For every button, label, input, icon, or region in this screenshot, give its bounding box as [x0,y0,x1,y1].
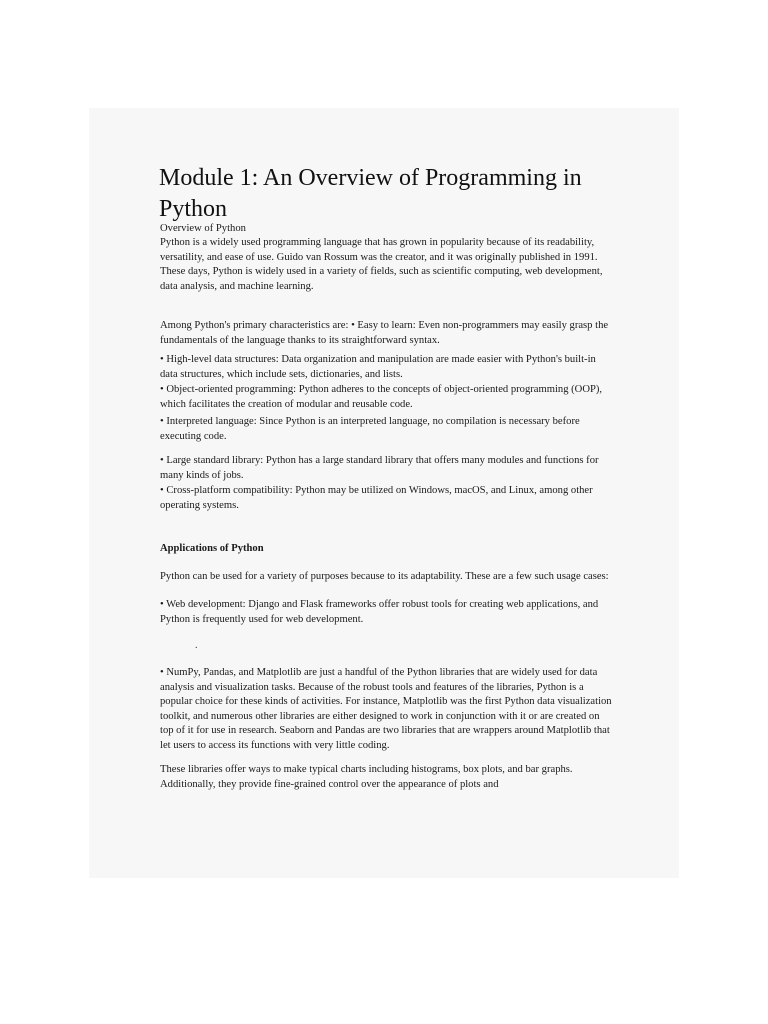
bullet-web-development: • Web development: Django and Flask frameworks offer robust tools for creating web applications, and Python is frequently used for web development. [160,599,599,625]
libraries-paragraph: These libraries offer ways to make typical charts including histograms, box plots, and bar graphs. Additionally, they provide fine-grained control over the appearance of plots and [160,764,573,790]
characteristics-paragraph: Among Python's primary characteristics are: • Easy to learn: Even non-programmers may easily grasp the fundamentals of the language thanks to its straightforward syntax. [160,320,609,346]
bullet-cross-platform: • Cross-platform compatibility: Python may be utilized on Windows, macOS, and Linux, among other operating systems. [160,485,593,511]
bullet-object-oriented-programming: • Object-oriented programming: Python adheres to the concepts of object-oriented programming (OOP), which facilitates the creation of modular and reusable code. [160,384,603,410]
applications-intro: Python can be used for a variety of purposes because to its adaptability. These are a few such usage cases: [160,571,609,582]
applications-heading: Applications of Python [160,543,264,554]
bullet-high-level-data-structures: • High-level data structures: Data organization and manipulation are made easier with Python's built-in data structures, which include sets, dictionaries, and lists. [160,354,596,380]
section-subtitle: Overview of Python [160,223,246,234]
bullet-interpreted-language: • Interpreted language: Since Python is an interpreted language, no compilation is necessary before executing code. [160,416,580,442]
module-title: Module 1: An Overview of Programming in Python [159,165,582,222]
bullet-standard-library: • Large standard library: Python has a large standard library that offers many modules and functions for many kinds of jobs. [160,455,599,481]
intro-paragraph: Python is a widely used programming language that has grown in popularity because of its readability, versatility, and ease of use. Guido van Rossum was the creator, and it was originally published in 1991. These days, Python is widely used in a variety of fields, such as scientific computing, web development, data analysis, and machine learning. [160,237,603,292]
bullet-data-analysis-libraries: • NumPy, Pandas, and Matplotlib are just a handful of the Python libraries that are widely used for data analysis and visualization tasks. Because of the robust tools and features of the libraries, Python is a popular choice for these kinds of activities. For instance, Matplotlib was the first Python data visualization toolkit, and numerous other libraries are either designed to work in conjunction with it or are created on top of it for use in research. Seaborn and Pandas are two libraries that are wrappers around Matplotlib that let users to access its functions with very little coding. [160,667,612,751]
stray-mark: . [195,640,198,651]
